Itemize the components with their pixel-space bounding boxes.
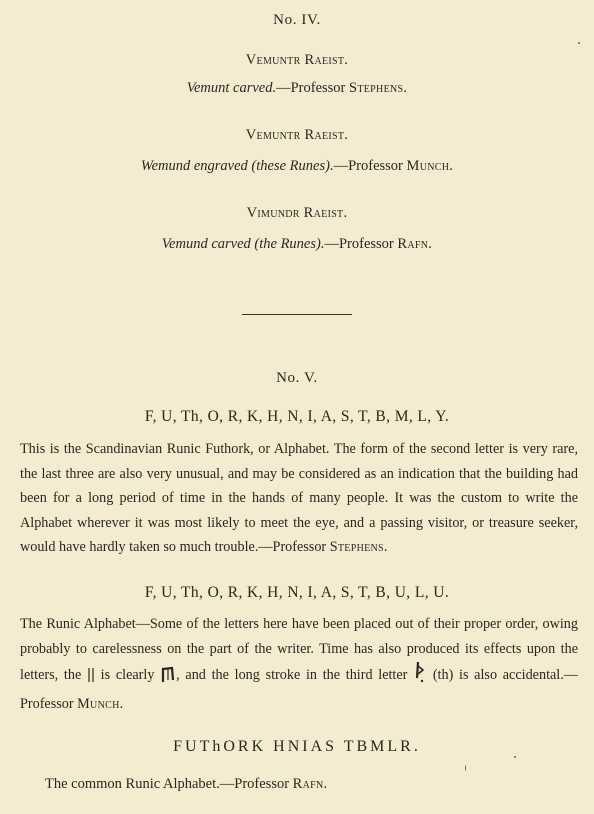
thorn-rune-icon: [413, 661, 427, 692]
entry-1-title: Vemuntr Raeist.: [245, 52, 349, 68]
entry-3-title: Vimundr Raeist.: [246, 205, 348, 221]
entry-2-translation-c: ).: [325, 158, 334, 174]
ur-rune-icon: [160, 665, 176, 692]
paper-speck: [578, 42, 580, 44]
paragraph-3-name: Rafn.: [292, 776, 328, 792]
entry-1-professor: —Professor: [276, 80, 349, 96]
section-iv-heading: No. IV.: [273, 12, 321, 28]
double-bar-rune-icon: [87, 667, 95, 692]
section-divider: [242, 314, 352, 315]
entry-3-name: Rafn.: [397, 236, 433, 252]
entry-3-professor: —Professor: [324, 236, 398, 252]
paragraph-2-text-b: is clearly: [94, 667, 161, 683]
entry-1-translation: Vemunt carved.: [186, 80, 277, 96]
paragraph-1-name: Stephens.: [329, 539, 388, 555]
entry-1-name: Stephens.: [349, 80, 408, 96]
entry-1-attribution: [0, 80, 594, 97]
entry-2-title: Vemuntr Raeist.: [245, 127, 349, 143]
entry-2-translation-a: Wemund engraved (: [140, 158, 257, 174]
entry-3-attribution: [0, 236, 594, 253]
entry-3-translation-b: the Runes: [259, 236, 317, 252]
paragraph-2-text-a: The Runic Alphabet—Some of the letters here have been placed out of their proper order, owing probably to carelessness on the part of the writer. Time has also produced its effects upon the letters, the: [20, 616, 578, 683]
paragraph-3: [45, 776, 327, 793]
section-v-heading: No. V.: [276, 370, 318, 386]
paper-speck: [514, 756, 516, 758]
alphabet-line-3: FUThORK HNIAS TBMLR.: [173, 738, 421, 755]
entry-3-translation-c: ).: [316, 236, 325, 252]
paragraph-2-text-c: , and the long stroke in the third letter: [176, 667, 414, 683]
entry-2-name: Munch.: [406, 158, 454, 174]
entry-2-professor: —Professor: [333, 158, 407, 174]
paragraph-2: [20, 612, 578, 716]
paragraph-3-text: The common Runic Alphabet.—Professor: [45, 776, 293, 792]
entry-2-translation-b: these Runes: [256, 158, 326, 174]
alphabet-line-1: F, U, Th, O, R, K, H, N, I, A, S, T, B, M, L, Y.: [144, 408, 450, 425]
paragraph-1: [20, 437, 578, 560]
entry-2-attribution: [0, 158, 594, 175]
paragraph-1-text: This is the Scandinavian Runic Futhork, or Alphabet. The form of the second letter is very rare, the last three are also very unusual, and may be considered as an indication that the building had been for a long period of time in the hands of many people. It was the custom to write the Alphabet wherever it was most likely to meet the eye, and a passing visitor, or treasure seeker, would have hardly taken so much trouble.—Professor: [20, 441, 578, 555]
paper-speck: [465, 765, 466, 771]
alphabet-line-2: F, U, Th, O, R, K, H, N, I, A, S, T, B, U, L, U.: [144, 584, 450, 601]
paragraph-2-name: Munch.: [77, 695, 124, 712]
paragraph-2-text-d: (th) is also accidental.—Professor: [20, 667, 578, 712]
entry-3-translation-a: Vemund carved (: [161, 236, 260, 252]
